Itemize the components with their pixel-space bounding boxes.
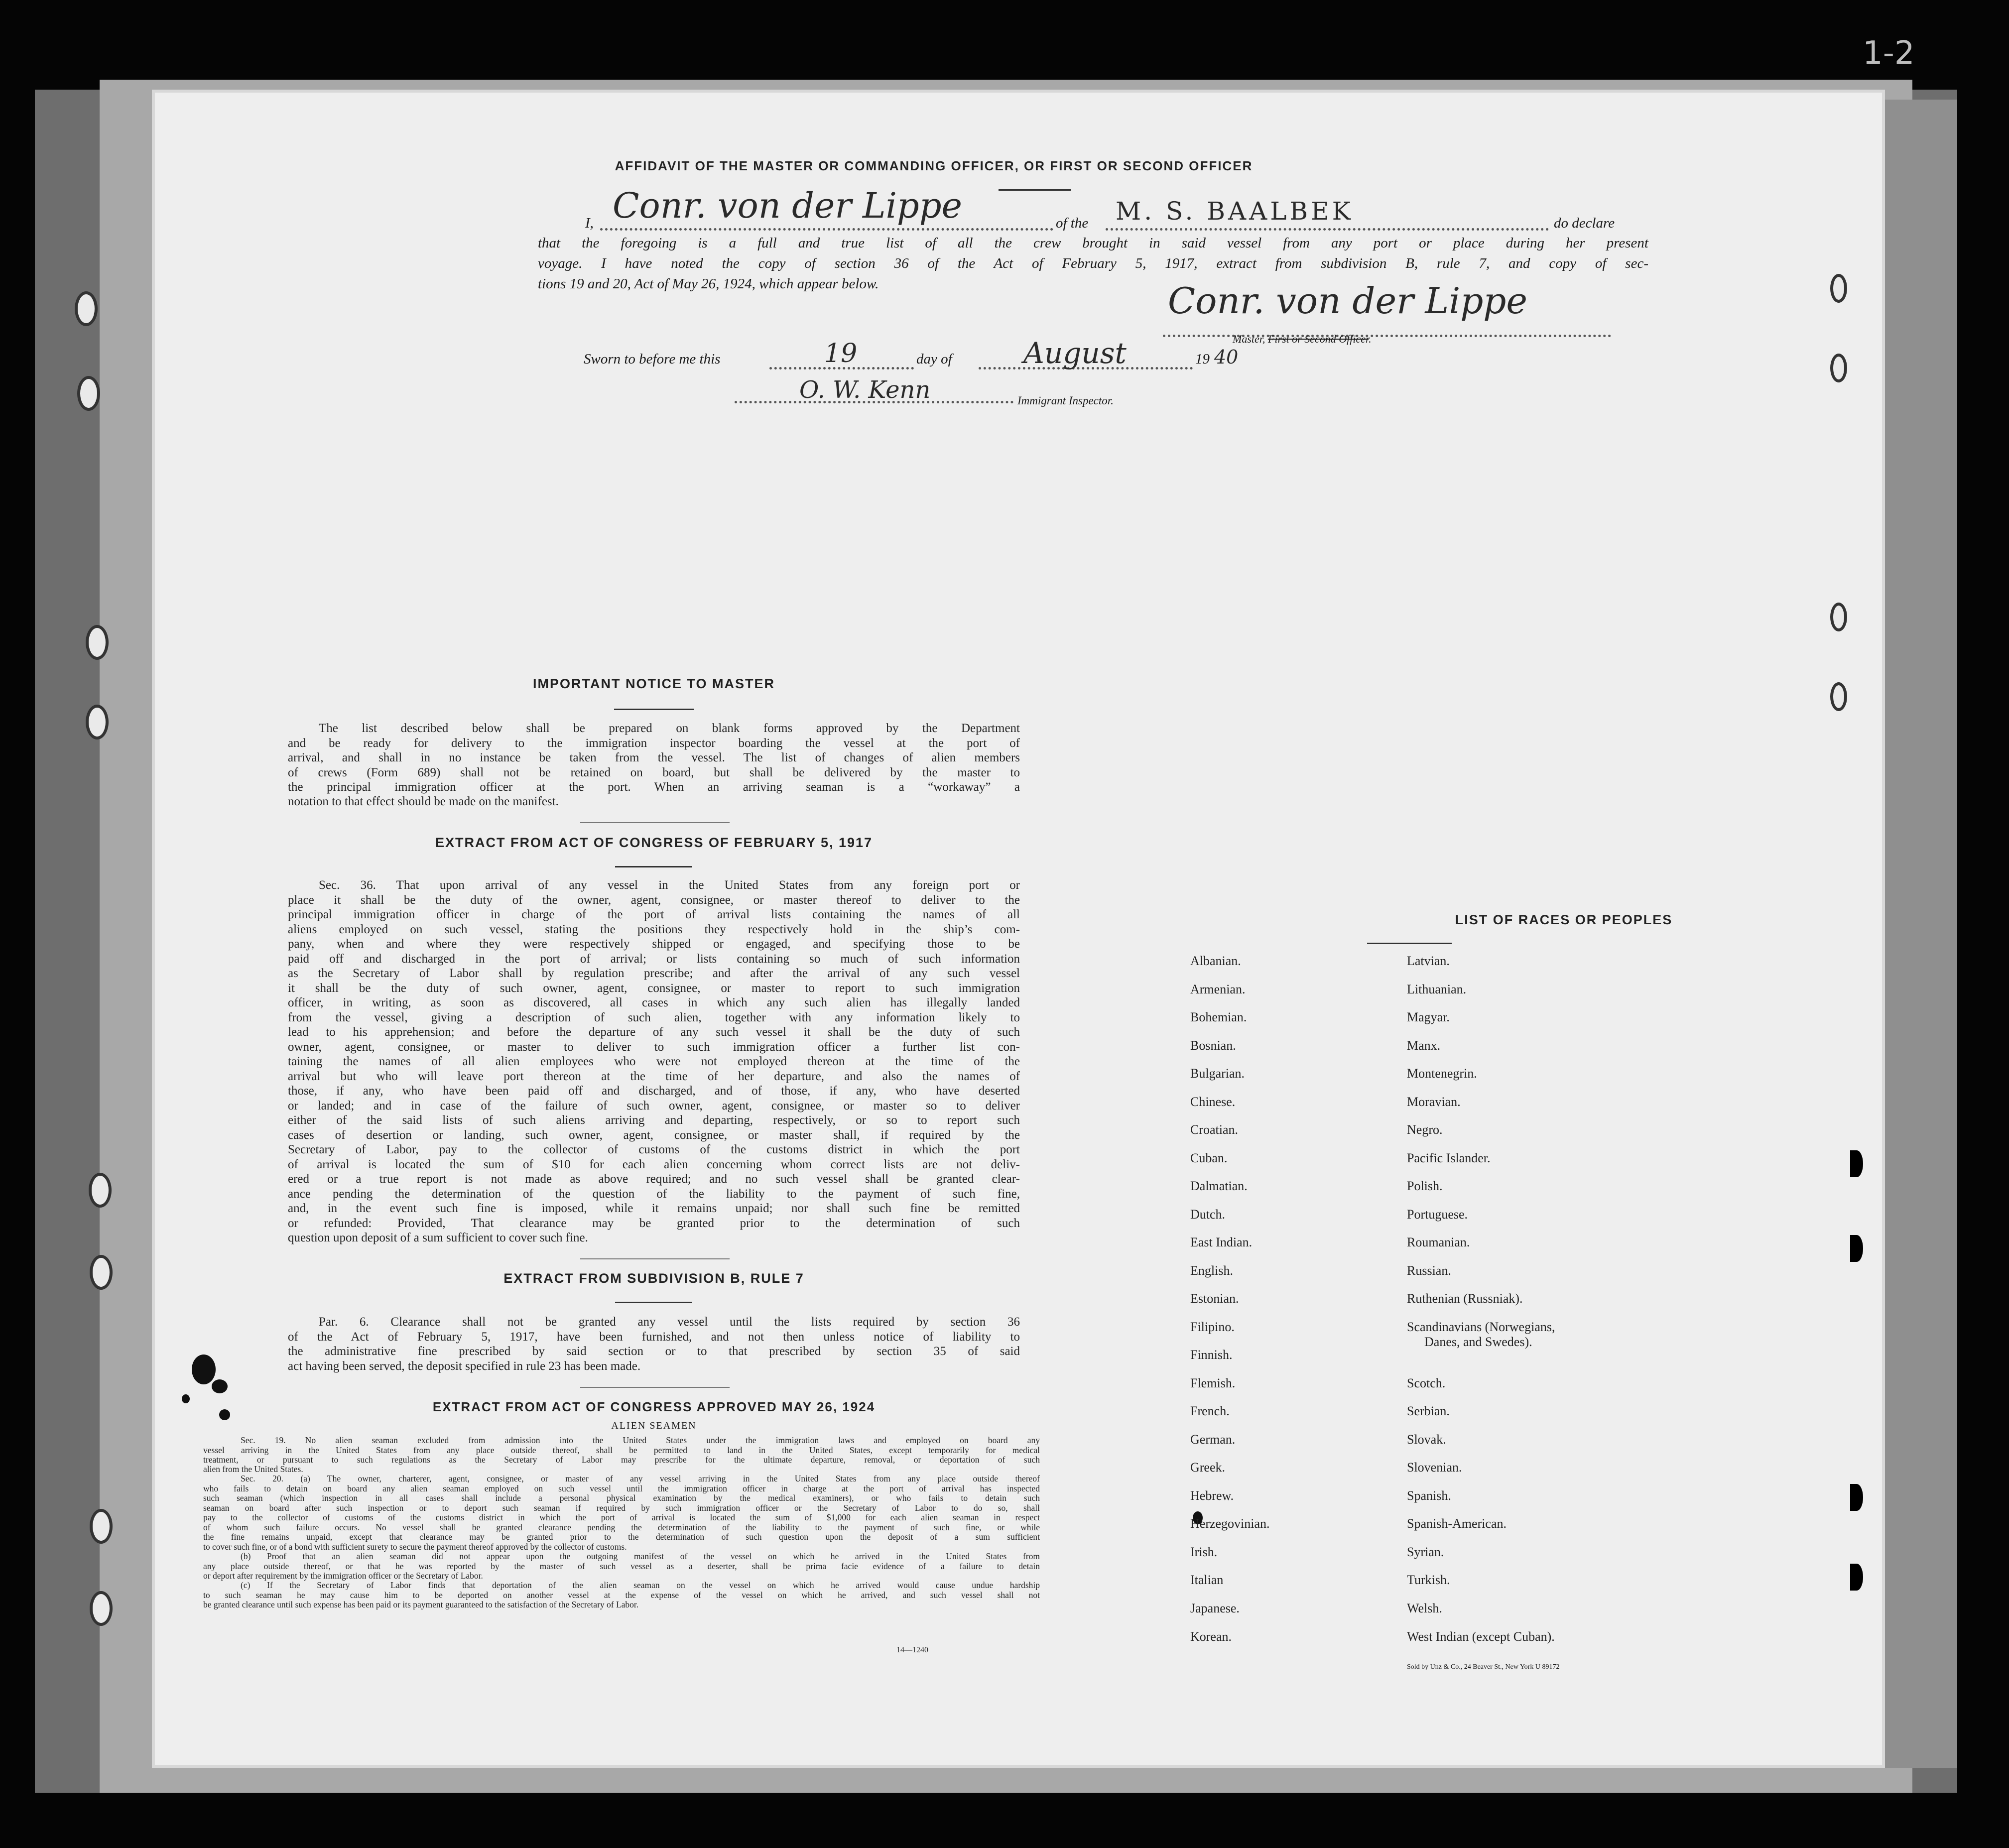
extract-1917-heading: EXTRACT FROM ACT OF CONGRESS OF FEBRUARY 5, 1917 [435,835,873,850]
extract-1917-line: cases of desertion or landing, such owner, agent, consignee, or master shall, if required by the [288,1128,1020,1142]
extract-1917-line: ered or a true report is not made as above required; and no such vessel shall be granted clear- [288,1172,1020,1186]
race-left: Italian [1190,1573,1224,1587]
race-left: Irish. [1190,1545,1218,1559]
inspector-signature: O. W. Kenn [799,376,931,404]
race-left: German. [1190,1432,1236,1447]
race-left: Albanian. [1190,954,1241,968]
affidavit-page [152,90,1885,1768]
race-right: Scandinavians (Norwegians, [1407,1320,1555,1334]
race-left: Korean. [1190,1629,1232,1644]
extract-1924-line: to such seaman he may cause him to be deported on another vessel at the expense of the vessel on which he arrived, and such vessel shall not [203,1590,1040,1600]
vessel-handwritten: M. S. BAALBEK [1116,197,1354,226]
extract-1917-line: it shall be the duty of such owner, agent, consignee, or master to report to such immigration [288,981,1020,995]
extract-1917-line: paid off and discharged in the port of arrival; or lists containing so much of such information [288,952,1020,966]
race-right: Spanish-American. [1407,1516,1507,1531]
do-declare-label: do declare [1554,215,1615,231]
extract-rule7-text [288,1315,1020,1359]
race-right: Welsh. [1407,1601,1442,1615]
punch-hole-icon [1830,354,1847,382]
extract-1924-line: Sec. 19. No alien seaman excluded from admission into the United States under the immigration laws and employed on board any [241,1435,1040,1445]
races-list [1190,954,1838,1601]
extract-1917-line: officer, in writing, as soon as discovered, all cases in which any such alien has illegally landed [288,996,1020,1009]
race-right: Moravian. [1407,1095,1461,1109]
declaration-line: that the foregoing is a full and true list of all the crew brought in said vessel from any port or place during her present [538,235,1648,251]
race-left: English. [1190,1263,1233,1278]
struck-officer-caption: First or Second Officer [1267,333,1369,345]
notice-line: the principal immigration officer at the port. When an arriving seaman is a “workaway” a [288,780,1020,794]
race-right: Slovak. [1407,1432,1446,1447]
notice-last-line: notation to that effect should be made on the manifest. [288,795,559,808]
extract-1924-line: treatment, or pursuant to such regulations as the Secretary of Labor may prescribe for the ultimate departure, removal, or deportation of such [203,1455,1040,1465]
form-number: 14—1240 [896,1646,928,1654]
punch-hole-icon [1830,603,1847,631]
extract-1917-line: place it shall be the duty of the owner, agent, consignee, or master thereof to deliver to the [288,893,1020,907]
binder-hole-icon [89,1173,112,1208]
punch-hole-icon [1830,682,1847,711]
extract-1924-line: (b) Proof that an alien seaman did not appear upon the outgoing manifest of the vessel on which he arrived in the United States from [241,1551,1040,1561]
binder-hole-icon [77,376,100,411]
extract-1917-line: ance pending the determination of the question of the liability to the payment of such fine, [288,1187,1020,1201]
race-right: Manx. [1407,1038,1441,1053]
extract-1917-line: owner, agent, consignee, or master to deliver to such immigration officer a further list con- [288,1040,1020,1054]
race-right: Magyar. [1407,1010,1450,1024]
extract-1917-last-line: question upon deposit of a sum sufficient to cover such fine. [288,1231,588,1244]
race-left: Cuban. [1190,1151,1228,1165]
punch-hole-icon [1830,274,1847,303]
race-right: Montenegrin. [1407,1066,1477,1081]
master-signature: Conr. von der Lippe [1168,280,1528,322]
vessel-name-line [1106,228,1549,231]
extract-1924-line: of whom such failure occurs. No vessel shall be granted clearance pending the determination of the liability to the payment of such fine, or while [203,1522,1040,1532]
race-right: Portuguese. [1407,1207,1468,1222]
extract-1924-subheading: ALIEN SEAMEN [611,1420,697,1431]
notice-line: The list described below shall be prepared on blank forms approved by the Department [319,722,1020,735]
punch-hole-icon [1850,1564,1863,1591]
race-left: Croatian. [1190,1122,1239,1137]
race-right: Negro. [1407,1122,1443,1137]
extract-1917-line: or refunded: Provided, That clearance may be granted prior to the determination of such [288,1216,1020,1230]
ink-blot [212,1379,228,1393]
extract-1917-line: those, if any, who have been paid off and discharged, and of those, if any, who have deserted [288,1084,1020,1098]
race-right: Ruthenian (Russniak). [1407,1291,1523,1306]
extract-1917-line: Sec. 36. That upon arrival of any vessel in the United States from any foreign port or [319,878,1020,892]
of-the-label: of the [1056,215,1089,231]
race-left: Greek. [1190,1460,1226,1475]
race-right: Latvian. [1407,954,1450,968]
race-left: Japanese. [1190,1601,1240,1615]
race-right: Serbian. [1407,1404,1450,1418]
notice-line: arrival, and shall in no instance be taken from the vessel. The list of changes of alien members [288,751,1020,764]
sworn-day-handwritten: 19 [824,339,858,369]
extract-1924-line: the fine remains unpaid, except that clearance may be granted prior to the determination of such question upon the deposit of a sum sufficient [203,1532,1040,1542]
corner-page-mark: 1-2 [1863,35,1915,72]
race-left: French. [1190,1404,1230,1418]
sworn-month-handwritten: August [1023,336,1127,370]
extract-1924-line: be granted clearance until such expense has been paid or its payment guaranteed to the satisfaction of the Secretary of Labor. [203,1600,639,1609]
extract-1924-heading: EXTRACT FROM ACT OF CONGRESS APPROVED MAY 26, 1924 [432,1399,876,1414]
notice-line: of crews (Form 689) shall not be retained on board, but shall be delivered by the master to [288,765,1020,779]
master-name-line [600,228,1053,231]
punch-hole-icon [1850,1235,1863,1262]
extract-1917-line: as the Secretary of Labor shall by regulation prescribe; and after the arrival of any such vessel [288,967,1020,980]
extract-1924-line: alien from the United States. [203,1464,303,1474]
extract-rule7-rule [615,1302,692,1303]
race-left: Flemish. [1190,1376,1236,1390]
race-right: Slovenian. [1407,1460,1462,1475]
race-right: Turkish. [1407,1573,1450,1587]
extract-rule7-heading: EXTRACT FROM SUBDIVISION B, RULE 7 [503,1271,804,1286]
race-right: Russian. [1407,1263,1451,1278]
notice-text [288,721,1020,795]
signature-line [1163,335,1611,337]
race-right: West Indian (except Cuban). [1407,1629,1555,1644]
extract-1924-line: to cover such fine, or of a bond with sufficient surety to secure the payment thereof approved by the collector of customs. [203,1542,627,1552]
binder-hole-icon [90,1255,113,1290]
race-right-continuation: Danes, and Swedes). [1424,1335,1532,1349]
race-left: Estonian. [1190,1291,1239,1306]
extract-1924-text [203,1436,1040,1465]
master-name-handwritten: Conr. von der Lippe [613,185,962,226]
extract-1917-line: lead to his apprehension; and before the departure of any such vessel it shall be the duty of such [288,1025,1020,1039]
year-suffix-handwritten: 40 [1214,346,1239,368]
race-left: Filipino. [1190,1320,1235,1334]
extract-1924-line: or deport after requirement by the immigration officer or the Secretary of Labor. [203,1571,483,1581]
extract-1917-line: of arrival is located the sum of $10 for each alien concerning whom correct lists are not deliv- [288,1157,1020,1171]
race-left: Dalmatian. [1190,1179,1248,1193]
race-left: Finnish. [1190,1348,1233,1362]
race-left: Bulgarian. [1190,1066,1245,1081]
extract-1924-line: seaman on board after such inspection or to deport such seaman if required by such immigration officer or the Secretary of Labor to do so, shall [203,1502,1040,1513]
extract-rule7-last-line: act having been served, the deposit specified in rule 23 has been made. [288,1359,641,1373]
binder-hole-icon [75,291,98,326]
race-right: Polish. [1407,1179,1443,1193]
extract-1917-line: taining the names of all alien employees who were not employed thereon at the time of the [288,1055,1020,1068]
race-left: East Indian. [1190,1235,1253,1249]
ink-blot [192,1355,216,1384]
extract-1924-line: vessel arriving in the United States from any place outside thereof, shall be permitted to land in the United States, except temporarily for medical [203,1445,1040,1455]
sworn-label: Sworn to before me this [584,351,721,367]
extract-1917-line: principal immigration officer in charge of the port of arrival lists containing the names of all [288,908,1020,921]
notice-rule [614,709,694,710]
declaration-line: voyage. I have noted the copy of section 36 of the Act of February 5, 1917, extract from subdivision B, rule 7, and copy of sec- [538,255,1648,271]
extract-1917-text [288,878,1020,1231]
extract-1924-line: any place outside thereof, or that he was reported by the master of such vessel as a deserter, shall be prima facie evidence of a failure to detain [203,1561,1040,1571]
master-caption: Master, [1233,333,1265,345]
ink-blot [182,1394,190,1403]
extract-1917-line: or landed; and in case of the failure of such owner, agent, consignee, or master so to deliver [288,1099,1020,1112]
notice-line: and be ready for delivery to the immigration inspector boarding the vessel at the port of [288,736,1020,750]
binder-hole-icon [86,705,109,739]
printer-note: Sold by Unz & Co., 24 Beaver St., New York U 89172 [1407,1663,1560,1671]
race-right: Pacific Islander. [1407,1151,1491,1165]
races-rule [1367,943,1452,944]
caption-end: . [1369,333,1372,345]
divider [580,1258,730,1259]
declaration-line: tions 19 and 20, Act of May 26, 1924, which appear below. [538,276,879,292]
race-left: Armenian. [1190,982,1246,996]
extract-1917-line: arrival but who will leave port thereon at the time of her departure, and also the names of [288,1069,1020,1083]
race-right: Scotch. [1407,1376,1446,1390]
extract-1924-line: pay to the collector of customs of the customs district in which the port of arrival is located the sum of $1,000 for each alien seaman in respect [203,1512,1040,1522]
notice-heading: IMPORTANT NOTICE TO MASTER [533,676,775,691]
extract-1917-line: aliens employed on such vessel, stating the positions they respectively hold in the ship’s com- [288,922,1020,936]
extract-1917-line: from the vessel, giving a description of such alien, together with any information likely to [288,1010,1020,1024]
extract-1917-line: and, in the event such fine is imposed, while it remains unpaid; nor shall such fine be remitted [288,1202,1020,1215]
punch-hole-icon [1850,1150,1863,1177]
extract-1924-line: (c) If the Secretary of Labor finds that deportation of the alien seaman on the vessel on which he arrived would cause undue hardship [241,1580,1040,1590]
extract-1917-rule [615,866,692,867]
extract-1917-line: either of the said lists of such aliens arriving and departing, respectively, or so to report such [288,1113,1020,1127]
race-right: Syrian. [1407,1545,1444,1559]
binder-hole-icon [90,1509,113,1544]
race-right: Lithuanian. [1407,982,1467,996]
ink-blot [219,1409,230,1420]
extract-1924-line: such seaman (which inspection in all cases shall include a personal physical examination by the medical examiners), or who fails to detain such [203,1493,1040,1503]
day-of-label: day of [916,351,952,367]
race-right: Roumanian. [1407,1235,1470,1249]
extract-rule7-line: Par. 6. Clearance shall not be granted any vessel until the lists required by section 36 [319,1315,1020,1329]
punch-hole-icon [1850,1484,1863,1511]
i-label: I, [585,215,594,231]
race-left: Bosnian. [1190,1038,1236,1053]
race-left: Bohemian. [1190,1010,1247,1024]
race-left: Chinese. [1190,1095,1236,1109]
extract-1924-line: who fails to detain on board any alien seaman employed on such vessel until the immigration officer in charge at the port of arrival has inspected [203,1483,1040,1493]
extract-1924-sec20 [203,1474,1040,1542]
affidavit-heading: AFFIDAVIT OF THE MASTER OR COMMANDING OFFICER, OR FIRST OR SECOND OFFICER [615,158,1253,173]
extract-1924-sec20c [203,1581,1040,1600]
divider [580,822,730,823]
binder-hole-icon [86,625,109,660]
extract-1924-sec20b [203,1552,1040,1571]
heading-rule [999,189,1071,191]
race-left: Hebrew. [1190,1488,1234,1503]
race-left: Dutch. [1190,1207,1226,1222]
signature-caption [1233,333,1372,346]
extract-1917-line: Secretary of Labor, pay to the collector of customs of the customs district in which the port [288,1143,1020,1156]
extract-1917-line: pany, when and where they were respectively shipped or engaged, and specifying those to be [288,937,1020,951]
extract-rule7-line: the administrative fine prescribed by said section or to that prescribed by section 35 of said [288,1345,1020,1358]
extract-1924-line: Sec. 20. (a) The owner, charterer, agent, consignee, or master of any vessel arriving in the United States from any place outside thereof [241,1474,1040,1483]
year-prefix: 19 [1195,351,1210,367]
extract-rule7-line: of the Act of February 5, 1917, have been furnished, and not then unless notice of liability to [288,1330,1020,1344]
races-heading: LIST OF RACES OR PEOPLES [1455,912,1673,927]
inspector-label: Immigrant Inspector. [1017,394,1114,407]
binder-hole-icon [90,1591,113,1626]
race-left: Herzegovinian. [1190,1516,1270,1531]
divider [580,1387,730,1388]
race-right: Spanish. [1407,1488,1451,1503]
